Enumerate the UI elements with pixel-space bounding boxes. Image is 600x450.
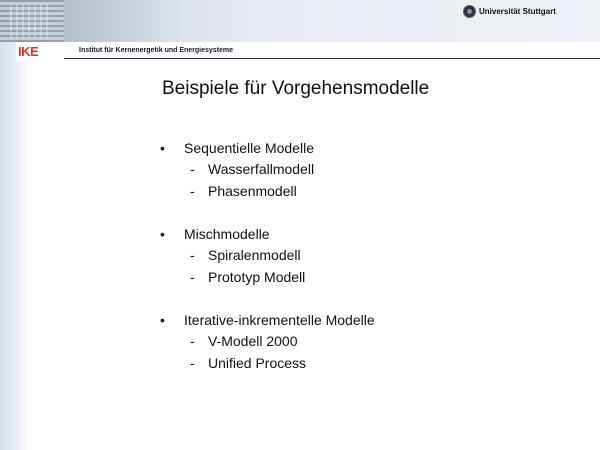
sub-list-item bbox=[190, 247, 301, 263]
institute-name: Institut für Kernenergetik und Energiesysteme bbox=[79, 47, 234, 54]
sub-list-item bbox=[190, 333, 298, 349]
university-seal-icon bbox=[463, 5, 476, 18]
dash-symbol: - bbox=[190, 333, 195, 349]
bullet-symbol: • bbox=[160, 226, 165, 242]
group-label: Mischmodelle bbox=[184, 226, 270, 242]
sub-item-label: Wasserfallmodell bbox=[208, 161, 315, 177]
sub-item-label: Spiralenmodell bbox=[208, 247, 301, 263]
sub-item-label: Phasenmodell bbox=[208, 183, 297, 199]
group-label: Sequentielle Modelle bbox=[184, 140, 314, 156]
institute-logo-text: IKE bbox=[18, 44, 39, 59]
dash-symbol: - bbox=[190, 247, 195, 263]
group-label: Iterative-inkrementelle Modelle bbox=[184, 312, 375, 328]
bullet-symbol: • bbox=[160, 312, 165, 328]
header-divider bbox=[64, 58, 600, 59]
sub-item-label: V-Modell 2000 bbox=[208, 333, 298, 349]
university-name: Universität Stuttgart bbox=[479, 7, 556, 16]
dash-symbol: - bbox=[190, 161, 195, 177]
building-photo bbox=[0, 0, 64, 42]
sub-list-item bbox=[190, 183, 297, 199]
left-decor-strip bbox=[0, 0, 26, 450]
sub-list-item bbox=[190, 269, 305, 285]
university-brand bbox=[463, 5, 556, 18]
banner-fade bbox=[64, 0, 184, 42]
institute-logo bbox=[16, 42, 60, 62]
sub-list-item bbox=[190, 161, 314, 177]
list-item bbox=[160, 140, 314, 156]
sub-item-label: Unified Process bbox=[208, 355, 307, 371]
dash-symbol: - bbox=[190, 183, 195, 199]
sub-list-item bbox=[190, 355, 306, 371]
list-item bbox=[160, 312, 375, 328]
slide-title: Beispiele für Vorgehensmodelle bbox=[162, 78, 430, 99]
bullet-symbol: • bbox=[160, 140, 165, 156]
header-banner bbox=[0, 0, 600, 42]
dash-symbol: - bbox=[190, 355, 195, 371]
dash-symbol: - bbox=[190, 269, 195, 285]
list-item bbox=[160, 226, 270, 242]
sub-item-label: Prototyp Modell bbox=[208, 269, 306, 285]
